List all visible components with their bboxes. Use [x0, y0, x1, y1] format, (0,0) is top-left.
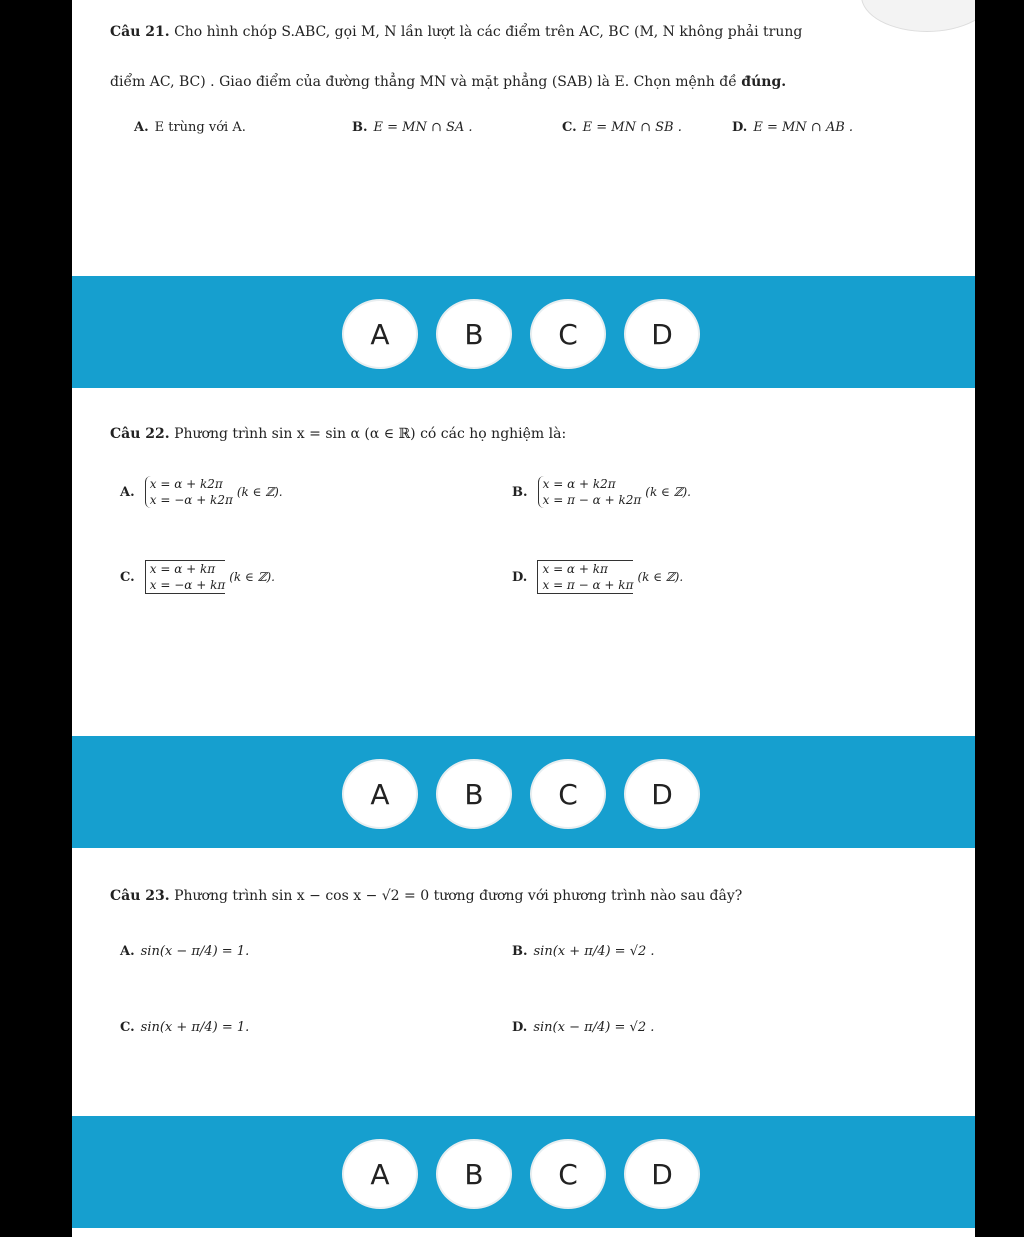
answer-a-button[interactable]: A	[342, 299, 418, 369]
option-text: sin(x + π/4) = √2 .	[533, 944, 655, 959]
answer-choices	[342, 759, 700, 829]
equation-line: x = π − α + kπ	[542, 578, 634, 592]
option-label: C.	[120, 1020, 135, 1035]
equation-system	[538, 476, 642, 508]
equation-line: x = π − α + k2π	[542, 493, 642, 507]
option-label: D.	[732, 120, 748, 135]
q21-option-c	[562, 120, 682, 135]
q23-option-b	[512, 944, 655, 959]
option-suffix: (k ∈ ℤ).	[637, 570, 684, 584]
q23-option-c	[120, 1020, 249, 1035]
equation-system	[537, 560, 633, 594]
option-text: sin(x − π/4) = √2 .	[533, 1020, 655, 1035]
option-text: sin(x − π/4) = 1.	[140, 944, 250, 959]
answer-choices	[342, 299, 700, 369]
option-label: B.	[512, 944, 528, 959]
answer-band-q22	[72, 736, 975, 848]
answer-d-button[interactable]: D	[624, 759, 700, 829]
option-label: C.	[120, 569, 135, 585]
option-label: A.	[120, 484, 135, 500]
answer-d-button[interactable]: D	[624, 1139, 700, 1209]
answer-c-button[interactable]: C	[530, 299, 606, 369]
answer-a-button[interactable]: A	[342, 759, 418, 829]
question-22-body: Phương trình sin x = sin α (α ∈ ℝ) có các họ nghiệm là:	[174, 426, 567, 442]
question-21-line2: điểm AC, BC) . Giao điểm của đường thẳng MN và mặt phẳng (SAB) là E. Chọn mệnh đề	[110, 74, 737, 90]
question-22-title: Câu 22.	[110, 426, 170, 442]
q21-option-b	[352, 120, 473, 135]
option-label: D.	[512, 1020, 528, 1035]
option-text: E = MN ∩ SA .	[373, 120, 473, 135]
q23-option-d	[512, 1020, 654, 1035]
answer-b-button[interactable]: B	[436, 1139, 512, 1209]
option-text: E = MN ∩ AB .	[753, 120, 854, 135]
question-23-title: Câu 23.	[110, 888, 170, 904]
equation-line: x = −α + kπ	[149, 578, 226, 592]
answer-b-button[interactable]: B	[436, 759, 512, 829]
q22-option-c	[120, 560, 275, 594]
option-label: A.	[134, 120, 149, 135]
equation-line: x = α + k2π	[542, 477, 616, 491]
equation-line: x = α + k2π	[149, 477, 223, 491]
equation-line: x = α + kπ	[542, 562, 608, 576]
worksheet-page	[72, 0, 975, 1237]
answer-band-q21	[72, 276, 975, 388]
equation-line: x = α + kπ	[149, 562, 216, 576]
question-21-title: Câu 21.	[110, 24, 170, 40]
answer-choices	[342, 1139, 700, 1209]
option-label: A.	[120, 944, 135, 959]
option-text: sin(x + π/4) = 1.	[140, 1020, 250, 1035]
answer-c-button[interactable]: C	[530, 759, 606, 829]
q21-option-a	[134, 120, 246, 135]
answer-a-button[interactable]: A	[342, 1139, 418, 1209]
question-23-body: Phương trình sin x − cos x − √2 = 0 tương đương với phương trình nào sau đây?	[174, 888, 743, 904]
question-21-bold-word: đúng.	[741, 74, 787, 90]
option-suffix: (k ∈ ℤ).	[236, 485, 283, 499]
option-suffix: (k ∈ ℤ).	[229, 570, 275, 584]
question-21-text-2	[110, 72, 935, 92]
answer-c-button[interactable]: C	[530, 1139, 606, 1209]
q23-option-a	[120, 944, 249, 959]
q22-option-d	[512, 560, 683, 594]
equation-system	[145, 476, 233, 508]
q22-option-a	[120, 476, 283, 508]
option-label: C.	[562, 120, 577, 135]
option-text: E trùng với A.	[154, 120, 246, 135]
question-21-line1: Cho hình chóp S.ABC, gọi M, N lần lượt là các điểm trên AC, BC (M, N không phải trung	[174, 24, 803, 40]
question-23-text	[110, 886, 935, 906]
equation-line: x = −α + k2π	[149, 493, 233, 507]
answer-band-q23	[72, 1116, 975, 1228]
question-21-text	[110, 22, 935, 42]
option-label: B.	[352, 120, 368, 135]
equation-system	[145, 560, 225, 594]
q21-option-d	[732, 120, 853, 135]
option-label: B.	[512, 484, 528, 500]
option-text: E = MN ∩ SB .	[582, 120, 682, 135]
option-label: D.	[512, 569, 528, 585]
question-22-text	[110, 424, 935, 444]
answer-d-button[interactable]: D	[624, 299, 700, 369]
answer-b-button[interactable]: B	[436, 299, 512, 369]
q22-option-b	[512, 476, 691, 508]
option-suffix: (k ∈ ℤ).	[645, 485, 691, 499]
